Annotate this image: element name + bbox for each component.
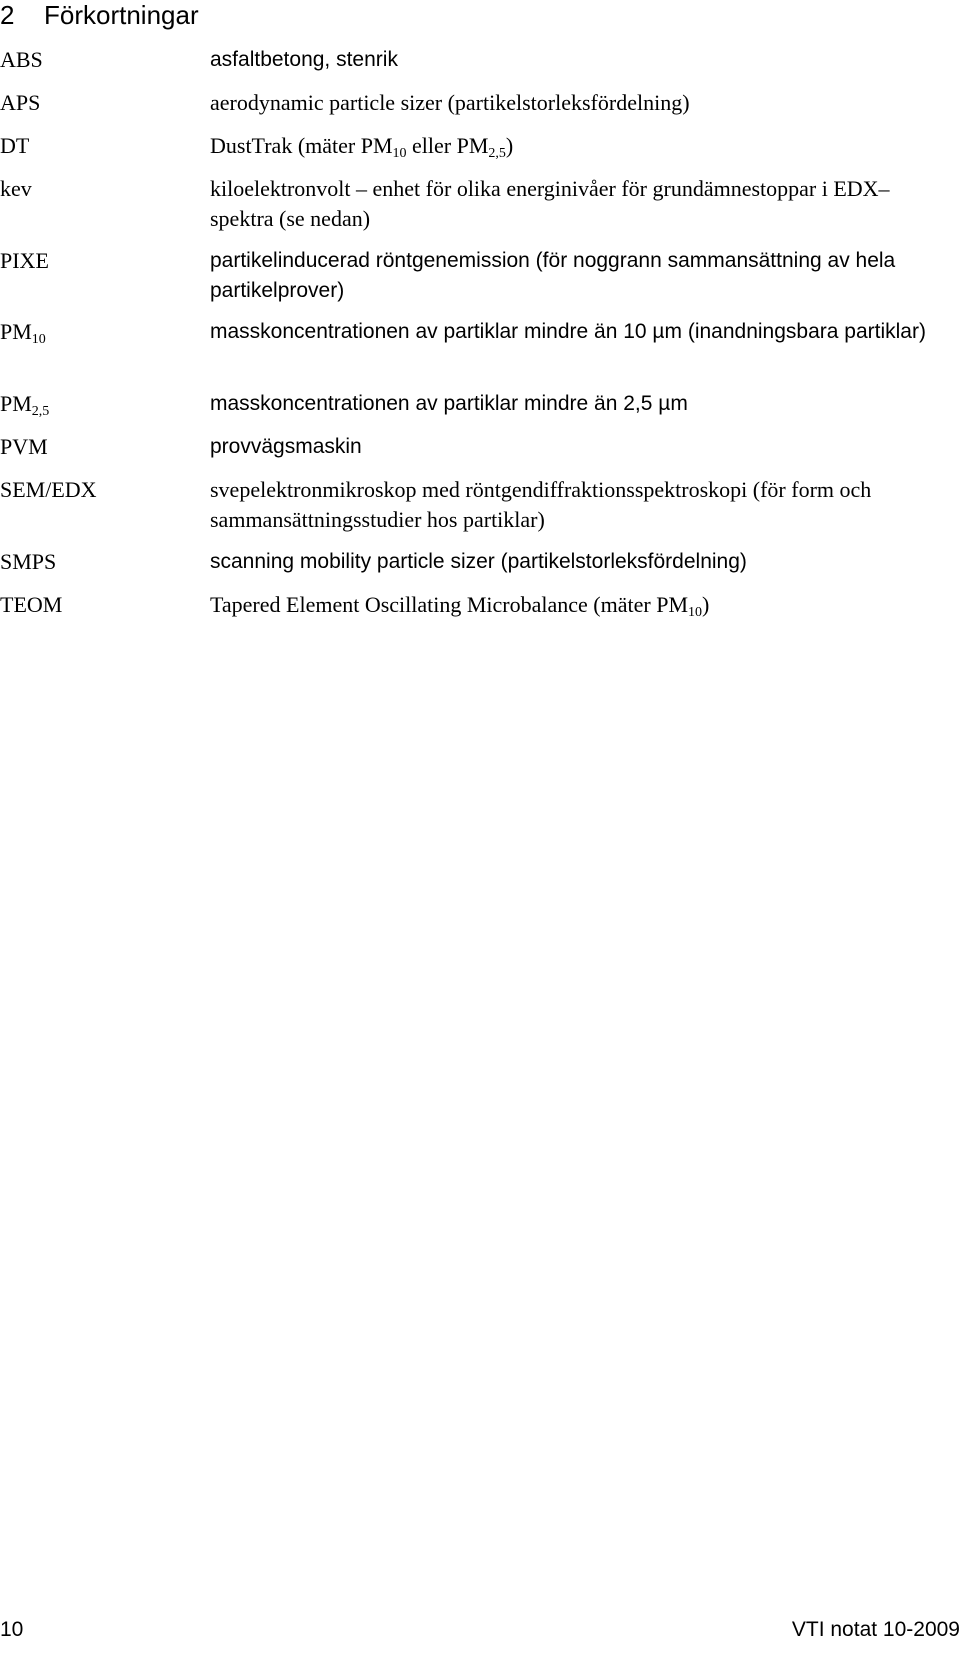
definition-subscript: 10 (688, 605, 703, 620)
term-text: PM (0, 319, 32, 344)
abbreviation-term: ABS (0, 47, 43, 72)
abbreviation-term: DT (0, 133, 30, 158)
abbreviation-term: kev (0, 176, 32, 201)
page-number: 10 (0, 1618, 24, 1641)
abbreviation-definition (210, 131, 950, 161)
abbreviation-definition (210, 590, 950, 620)
definition-text: DustTrak (mäter PM (210, 133, 393, 158)
abbreviation-definition: kiloelektronvolt – enhet för olika energinivåer för grundämnestoppar i EDX–spektra (se nedan) (210, 176, 890, 231)
definition-subscript: 2,5 (488, 146, 506, 161)
document-reference: VTI notat 10-2009 (791, 1618, 960, 1641)
abbreviation-definition: masskoncentrationen av partiklar mindre än 2,5 µm (210, 392, 688, 415)
term-subscript: 10 (31, 332, 46, 347)
abbreviation-definition: asfaltbetong, stenrik (210, 48, 398, 71)
section-heading (0, 0, 199, 30)
abbreviation-term (0, 389, 200, 419)
definition-text: ) (702, 592, 710, 617)
term-text: PM (0, 391, 32, 416)
abbreviation-term: TEOM (0, 592, 63, 617)
abbreviation-definition: provvägsmaskin (210, 435, 362, 458)
abbreviation-definition: svepelektronmikroskop med röntgendiffraktionsspektroskopi (för form och sammansättningsstudier hos partiklar) (210, 477, 872, 532)
definition-text: ) (505, 133, 514, 158)
term-subscript: 2,5 (31, 404, 50, 419)
definition-text: Tapered Element Oscillating Microbalance (mäter PM (210, 592, 689, 617)
abbreviation-definition: partikelinducerad röntgenemission (för noggrann sammansättning av hela partikelprover) (210, 249, 896, 302)
abbreviation-definition: aerodynamic particle sizer (partikelstorleksfördelning) (210, 90, 690, 115)
abbreviation-term (0, 317, 200, 347)
section-number: 2 (0, 0, 15, 30)
definition-text: eller PM (406, 133, 489, 158)
abbreviation-term: PIXE (0, 248, 49, 273)
abbreviation-term: PVM (0, 434, 48, 459)
abbreviation-definition: scanning mobility particle sizer (partikelstorleksfördelning) (210, 550, 747, 573)
section-title: Förkortningar (44, 0, 199, 30)
definition-subscript: 10 (392, 146, 407, 161)
abbreviation-term: SEM/EDX (0, 477, 97, 502)
abbreviation-term: SMPS (0, 549, 57, 574)
abbreviation-definition: masskoncentrationen av partiklar mindre än 10 µm (inandningsbara partiklar) (210, 320, 926, 343)
abbreviation-term: APS (0, 90, 41, 115)
